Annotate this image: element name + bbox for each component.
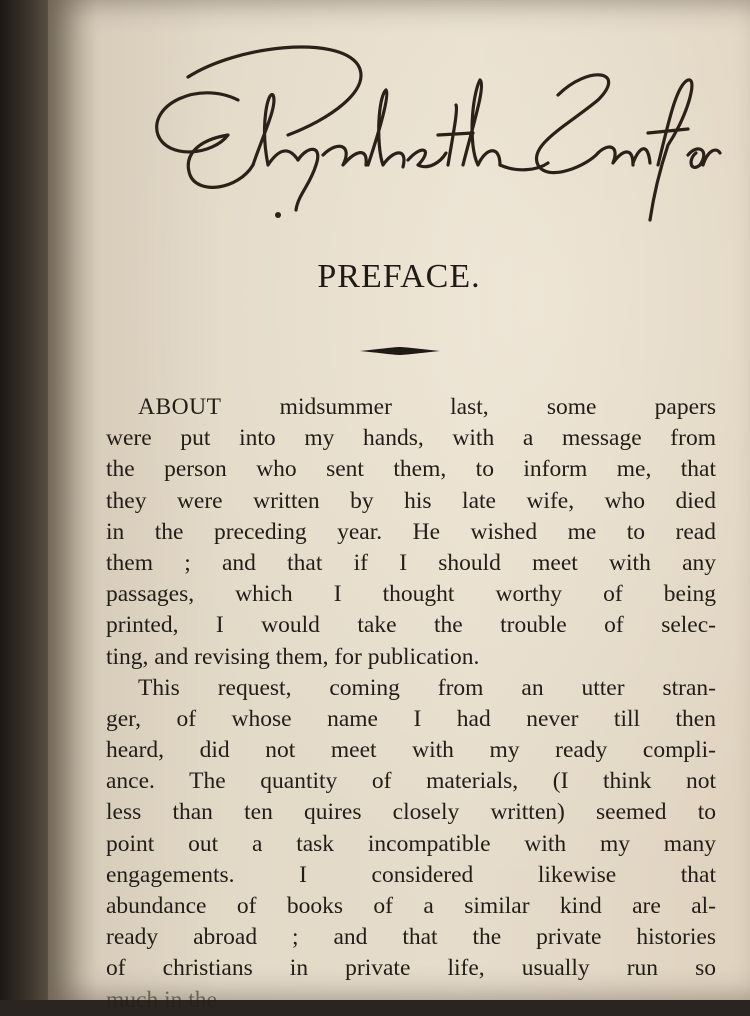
title-ornament-rule <box>360 346 440 356</box>
signature-ink <box>128 25 728 225</box>
paragraph-2 <box>106 673 716 1016</box>
text-line: ting, and revising them, for publication. <box>106 643 480 670</box>
text-line: ance. The quantity of materials, (I think not <box>106 768 716 795</box>
text-line: passages, which I thought worthy of being <box>106 581 716 608</box>
book-page <box>48 0 750 1013</box>
text-line: less than ten quires closely written) seemed to <box>106 799 716 826</box>
text-line: ger, of whose name I had never till then <box>106 705 716 732</box>
text-line: ready abroad ; and that the private histories <box>106 924 716 951</box>
text-line-cut-off: much in the <box>106 986 217 1013</box>
paragraph-1 <box>106 392 716 673</box>
handwritten-signature <box>128 25 728 225</box>
text-line: the person who sent them, to inform me, that <box>106 456 716 483</box>
text-line: printed, I would take the trouble of selec- <box>106 612 716 639</box>
text-line: heard, did not meet with my ready compli- <box>106 737 716 764</box>
text-line <box>106 392 716 423</box>
text-line: point out a task incompatible with my many <box>106 830 716 857</box>
text-line: in the preceding year. He wished me to read <box>106 518 716 545</box>
text-line: of christians in private life, usually run so <box>106 955 716 982</box>
text-line: them ; and that if I should meet with any <box>106 549 716 576</box>
text-line: engagements. I considered likewise that <box>106 861 716 888</box>
text-line: abundance of books of a similar kind are al- <box>106 893 716 919</box>
page-title: PREFACE. <box>317 258 481 295</box>
text-line: This request, coming from an utter stran- <box>138 674 716 701</box>
text-line-rest: midsummer last, some papers <box>221 394 716 420</box>
lead-word: ABOUT <box>138 394 222 420</box>
preface-body <box>106 392 716 1016</box>
text-line: were put into my hands, with a message from <box>106 425 716 452</box>
text-line: they were written by his late wife, who died <box>106 487 716 514</box>
